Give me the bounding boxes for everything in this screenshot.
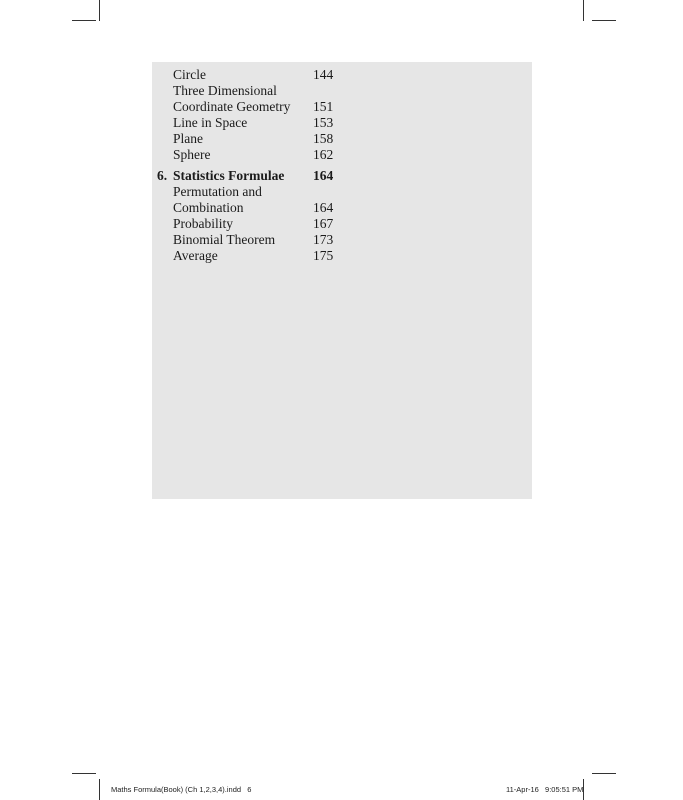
toc-entry[interactable] bbox=[152, 183, 532, 200]
toc-entry[interactable] bbox=[152, 82, 532, 99]
toc-entry-page: 151 bbox=[313, 99, 334, 114]
toc-entry-title: Line in Space bbox=[173, 115, 248, 130]
toc-entry[interactable] bbox=[152, 130, 532, 147]
toc-entry[interactable] bbox=[152, 199, 532, 216]
toc-entry-title: Three Dimensional bbox=[173, 83, 277, 98]
toc-entry[interactable] bbox=[152, 98, 532, 115]
toc-entry-title: Combination bbox=[173, 200, 244, 215]
toc-section-page: 164 bbox=[313, 168, 334, 183]
toc-entry-title: Plane bbox=[173, 131, 203, 146]
footer-date-time: 11-Apr-16 9:05:51 PM bbox=[506, 785, 584, 794]
toc-entry-page: 153 bbox=[313, 115, 334, 130]
crop-mark-top-left-horizontal bbox=[72, 20, 96, 21]
footer-file-info: Maths Formula(Book) (Ch 1,2,3,4).indd 6 bbox=[111, 785, 252, 794]
toc-section-heading[interactable] bbox=[152, 167, 532, 184]
toc-entry-page: 164 bbox=[313, 200, 334, 215]
crop-mark-bottom-left-horizontal bbox=[72, 773, 96, 774]
toc-entry[interactable] bbox=[152, 114, 532, 131]
toc-section-number: 6. bbox=[157, 168, 168, 183]
toc-entry[interactable] bbox=[152, 66, 532, 83]
toc-entry-page: 167 bbox=[313, 216, 334, 231]
toc-entry-title: Sphere bbox=[173, 147, 211, 162]
toc-entry-page: 144 bbox=[313, 67, 334, 82]
contents-panel bbox=[152, 62, 532, 499]
toc-entry-title: Binomial Theorem bbox=[173, 232, 276, 247]
toc-entry-title: Permutation and bbox=[173, 184, 262, 199]
crop-mark-top-right-horizontal bbox=[592, 20, 616, 21]
toc-entry[interactable] bbox=[152, 146, 532, 163]
toc-entry[interactable] bbox=[152, 215, 532, 232]
toc-entry[interactable] bbox=[152, 247, 532, 264]
crop-mark-bottom-left-vertical bbox=[99, 779, 100, 800]
crop-mark-top-right-vertical bbox=[583, 0, 584, 21]
toc-entry-page: 162 bbox=[313, 147, 334, 162]
toc-entry-page: 158 bbox=[313, 131, 334, 146]
toc-entry-title: Coordinate Geometry bbox=[173, 99, 291, 114]
toc-section-title: Statistics Formulae bbox=[173, 168, 285, 183]
crop-mark-bottom-right-horizontal bbox=[592, 773, 616, 774]
toc-entry-title: Average bbox=[173, 248, 218, 263]
toc-entry-page: 175 bbox=[313, 248, 334, 263]
toc-entry-page: 173 bbox=[313, 232, 334, 247]
toc-entry[interactable] bbox=[152, 231, 532, 248]
toc-entry-title: Circle bbox=[173, 67, 206, 82]
toc-entry-title: Probability bbox=[173, 216, 233, 231]
crop-mark-top-left-vertical bbox=[99, 0, 100, 21]
